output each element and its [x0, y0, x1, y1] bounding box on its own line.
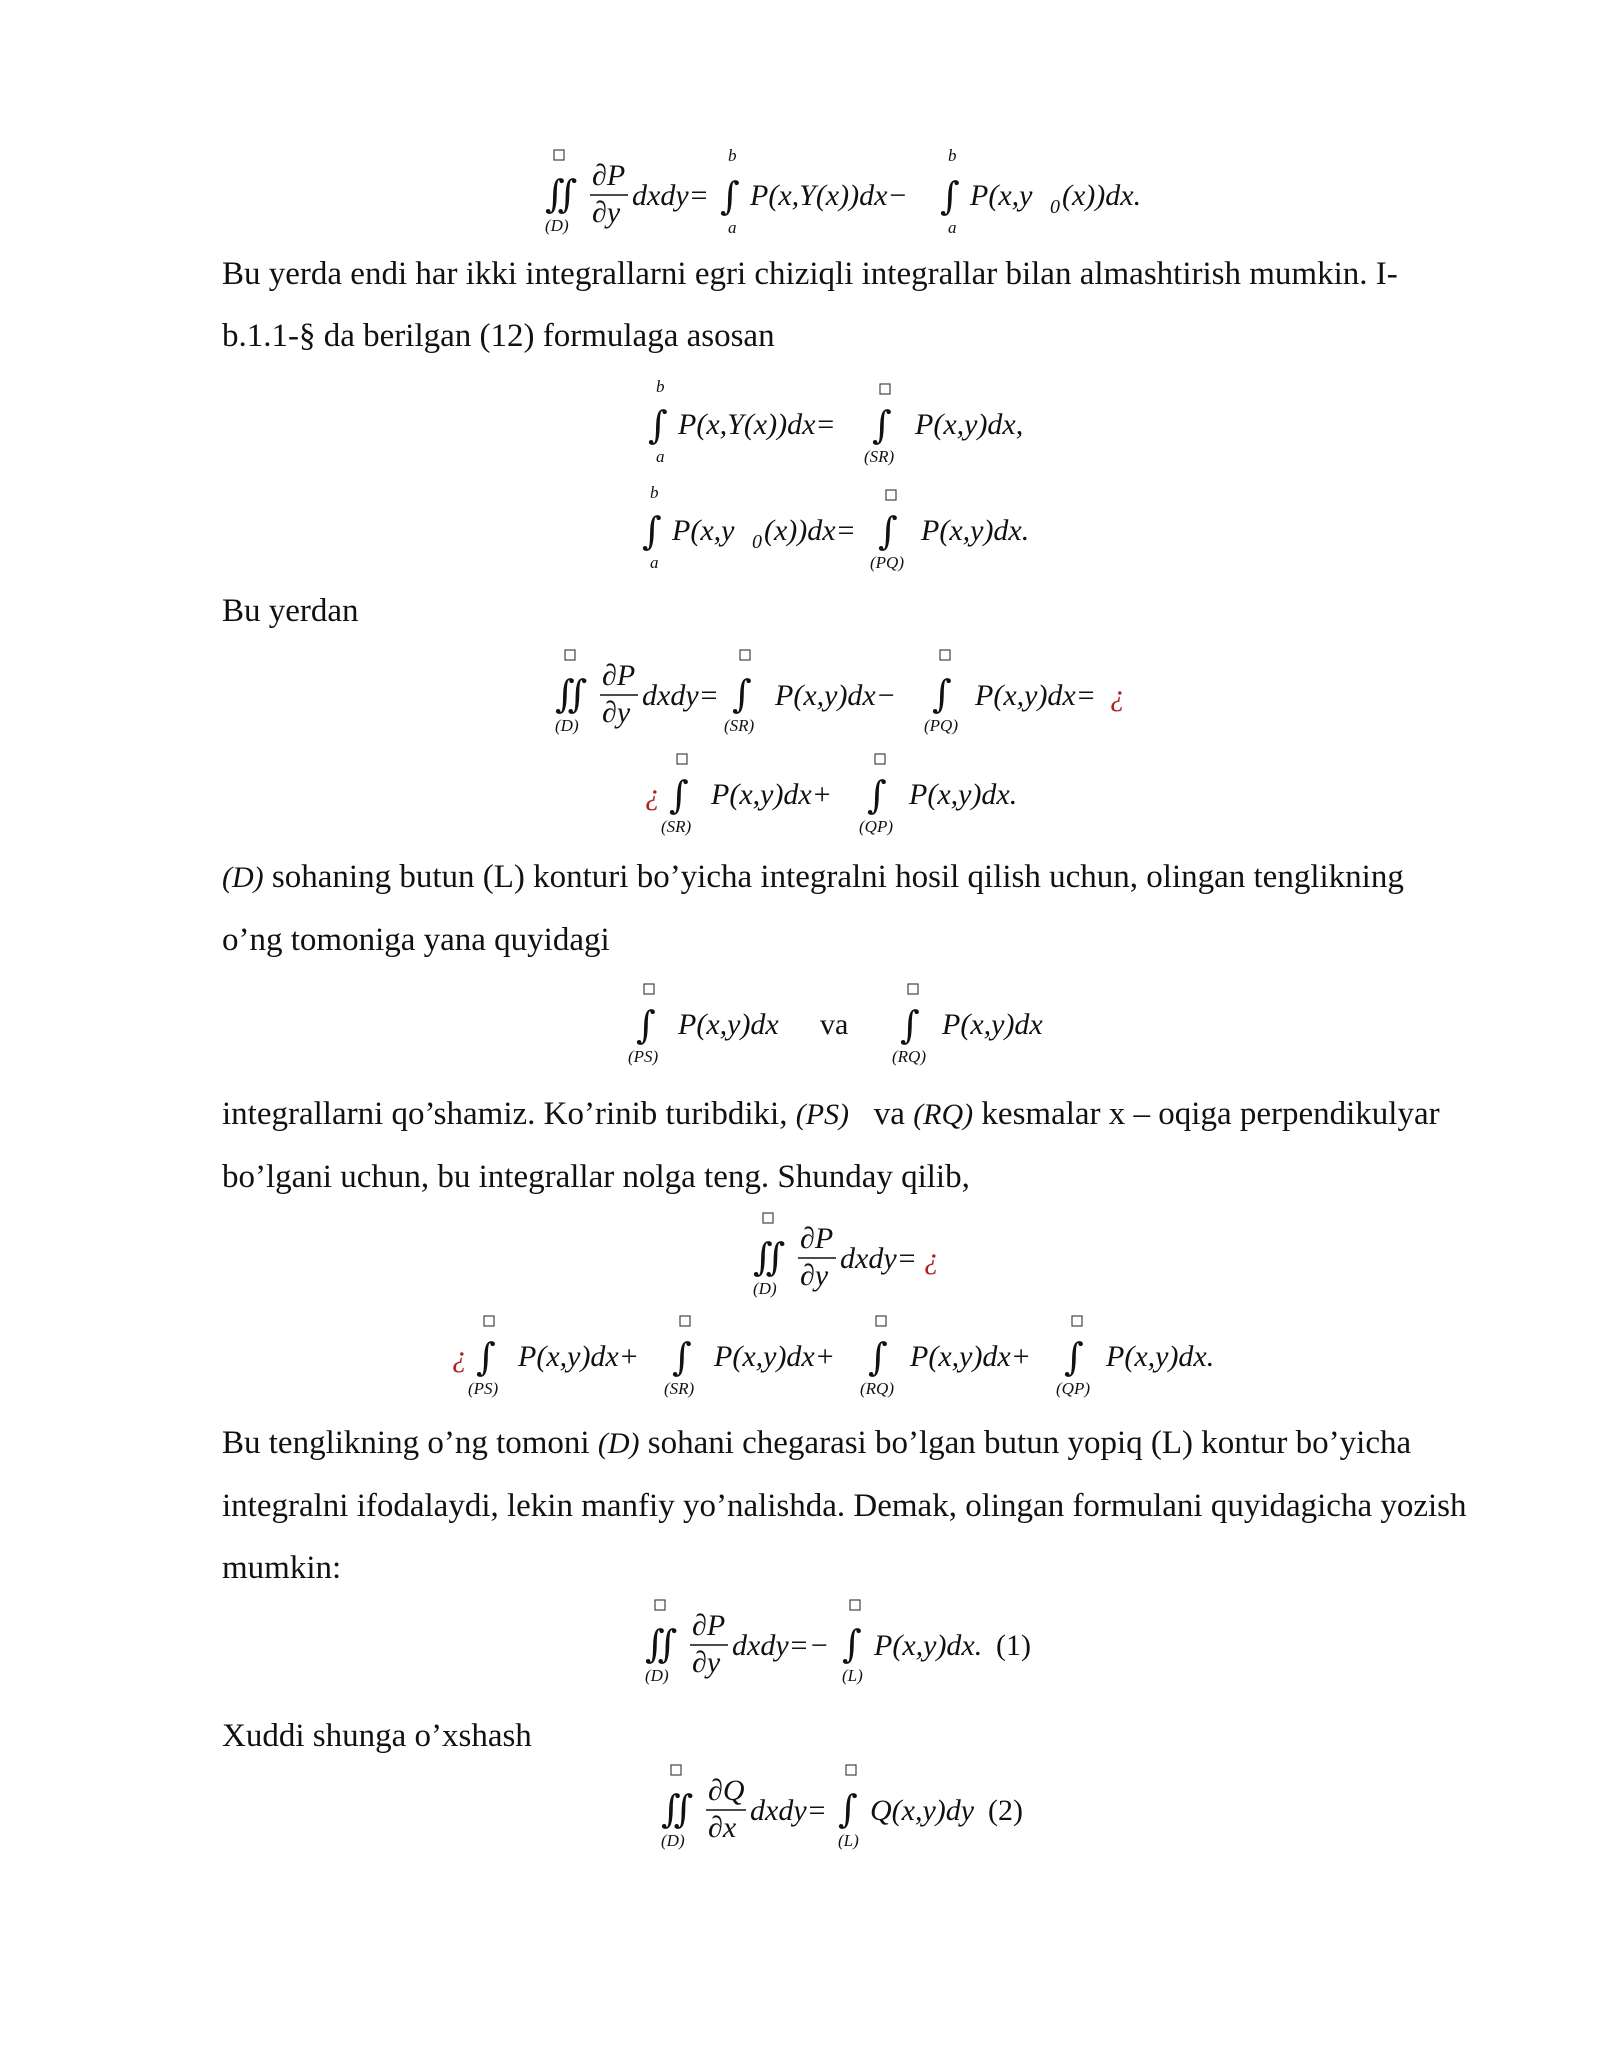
svg-text:P(x,y)dx=: P(x,y)dx= [975, 679, 1096, 712]
svg-text:∫: ∫ [940, 174, 960, 218]
formula-6 [628, 978, 1088, 1068]
svg-text:a: a [728, 218, 737, 237]
svg-text:∫: ∫ [672, 1335, 692, 1379]
svg-text:∂x: ∂x [708, 1811, 737, 1844]
svg-text:(PQ): (PQ) [924, 716, 958, 735]
svg-text:∂y: ∂y [800, 1259, 829, 1292]
svg-text:a: a [948, 218, 957, 237]
paragraph-5-text-b: sohani chegarasi bo’lgan butun yopiq (L) kontur bo’yicha integralni ifodalaydi, lekin manfiy yo’nalishda. Demak, olingan formulani quyidagicha yozish mumkin: [222, 1425, 1467, 1586]
svg-text:∫: ∫ [932, 672, 952, 716]
formula-9 [640, 1595, 1080, 1695]
paragraph-3 [222, 846, 1472, 971]
paragraph-4-text-a: integrallarni qo’shamiz. Ko’rinib turibdiki, [222, 1096, 788, 1132]
svg-text:P(x,y)dx,: P(x,y)dx, [915, 408, 1024, 441]
svg-text:(PQ): (PQ) [870, 553, 904, 572]
formula-5 [645, 748, 1065, 838]
svg-text:(D): (D) [555, 716, 579, 735]
formula-1 [540, 145, 1180, 245]
svg-text:(D): (D) [545, 216, 569, 235]
formula-4 [550, 645, 1170, 745]
svg-text:¿: ¿ [452, 1340, 467, 1373]
equation-number-2: (2) [988, 1794, 1023, 1827]
svg-text:(D): (D) [753, 1279, 777, 1298]
svg-text:∫: ∫ [720, 174, 740, 218]
svg-text:∂P: ∂P [692, 1609, 726, 1642]
inline-math-PS: (PS) [795, 1098, 850, 1131]
formula-7-svg [748, 1208, 968, 1308]
svg-text:P(x,y)dx−: P(x,y)dx− [775, 679, 896, 712]
formula-8-svg [452, 1310, 1252, 1400]
svg-text:P(x,Y(x))dx=: P(x,Y(x))dx= [678, 408, 836, 441]
inline-math-D-2: (D) [597, 1427, 640, 1460]
svg-text:∂P: ∂P [602, 659, 636, 692]
svg-text:∫: ∫ [636, 1003, 656, 1047]
paragraph-5 [222, 1412, 1472, 1599]
svg-text:∫: ∫ [868, 1335, 888, 1379]
svg-text:dxdy=−: dxdy=− [732, 1629, 830, 1662]
svg-text:(QP): (QP) [1056, 1379, 1090, 1398]
svg-text:∫: ∫ [642, 509, 662, 553]
formula-2-svg [640, 378, 1060, 468]
formula-6-svg [628, 978, 1088, 1068]
equation-number-1: (1) [996, 1629, 1031, 1662]
svg-text:dxdy=: dxdy= [750, 1794, 827, 1827]
svg-text:(D): (D) [645, 1666, 669, 1685]
svg-text:dxdy=: dxdy= [642, 679, 719, 712]
svg-text:dxdy=: dxdy= [632, 179, 709, 212]
svg-text:(SR): (SR) [724, 716, 755, 735]
formula-9-svg [640, 1595, 1080, 1695]
svg-text:b: b [728, 146, 737, 165]
svg-text:∂P: ∂P [800, 1222, 834, 1255]
paragraph-4-text-c: kesmalar x – oqiga perpendikulyar bo’lgani uchun, bu integrallar nolga teng. Shunday qilib, [222, 1096, 1440, 1195]
svg-text:∂y: ∂y [692, 1646, 721, 1679]
svg-text:0: 0 [1050, 196, 1060, 218]
svg-text:∂Q: ∂Q [708, 1774, 745, 1807]
formula-3 [634, 484, 1054, 574]
svg-text:∫: ∫ [842, 1622, 862, 1666]
svg-text:P(x,y)dx+: P(x,y)dx+ [518, 1340, 639, 1373]
svg-text:(L): (L) [838, 1831, 859, 1850]
svg-text:P(x,y)dx.: P(x,y)dx. [921, 514, 1030, 547]
svg-text:¿: ¿ [924, 1242, 939, 1275]
svg-text:∬: ∬ [545, 172, 578, 216]
svg-text:(SR): (SR) [864, 447, 895, 466]
svg-text:dxdy=: dxdy= [840, 1242, 917, 1275]
svg-text:P(x,y: P(x,y [672, 514, 735, 547]
paragraph-1: Bu yerda endi har ikki integrallarni egri chiziqli integrallar bilan almashtirish mumkin. I-b.1.1-§ da berilgan (12) formulaga asosan [222, 256, 1398, 354]
svg-text:Q(x,y)dy: Q(x,y)dy [870, 1794, 975, 1827]
formula-10 [656, 1760, 1056, 1860]
svg-text:P(x,y)dx.: P(x,y)dx. [909, 778, 1018, 811]
svg-text:∬: ∬ [661, 1787, 694, 1831]
svg-text:¿: ¿ [1110, 679, 1125, 712]
svg-text:P(x,y)dx: P(x,y)dx [678, 1008, 779, 1041]
paragraph-3-text: sohaning butun (L) konturi bo’yicha integralni hosil qilish uchun, olingan tenglikning o’ng tomoniga yana quyidagi [222, 859, 1404, 958]
formula-7 [748, 1208, 968, 1308]
svg-text:¿: ¿ [645, 778, 660, 811]
formula-2 [640, 378, 1060, 468]
svg-text:va: va [820, 1008, 849, 1041]
paragraph-4-text-b: va [873, 1096, 905, 1132]
formula-10-svg [656, 1760, 1056, 1860]
svg-text:∫: ∫ [900, 1003, 920, 1047]
svg-text:P(x,y)dx+: P(x,y)dx+ [714, 1340, 835, 1373]
inline-math-D: (D) [222, 861, 264, 894]
svg-text:P(x,y)dx: P(x,y)dx [942, 1008, 1043, 1041]
svg-text:P(x,y: P(x,y [970, 179, 1033, 212]
svg-text:∂y: ∂y [602, 696, 631, 729]
paragraph-2: Bu yerdan [222, 593, 359, 629]
paragraph-4 [222, 1083, 1472, 1208]
svg-text:∫: ∫ [1064, 1335, 1084, 1379]
svg-text:(SR): (SR) [664, 1379, 695, 1398]
svg-text:b: b [656, 377, 665, 396]
svg-text:∫: ∫ [878, 509, 898, 553]
svg-text:P(x,y)dx+: P(x,y)dx+ [910, 1340, 1031, 1373]
svg-text:a: a [656, 447, 665, 466]
svg-text:a: a [650, 553, 659, 572]
svg-text:P(x,y)dx.: P(x,y)dx. [1106, 1340, 1215, 1373]
formula-5-svg [645, 748, 1065, 838]
svg-text:(x))dx=: (x))dx= [764, 514, 856, 547]
svg-text:P(x,Y(x))dx−: P(x,Y(x))dx− [750, 179, 908, 212]
inline-math-RQ: (RQ) [913, 1098, 974, 1131]
svg-text:∫: ∫ [669, 773, 689, 817]
svg-text:∂P: ∂P [592, 159, 626, 192]
svg-text:(QP): (QP) [859, 817, 893, 836]
svg-text:(RQ): (RQ) [892, 1047, 926, 1066]
formula-8 [452, 1310, 1252, 1400]
svg-text:b: b [650, 483, 659, 502]
svg-text:∬: ∬ [753, 1235, 786, 1279]
svg-text:∫: ∫ [476, 1335, 496, 1379]
formula-4-svg [550, 645, 1170, 745]
svg-text:(PS): (PS) [628, 1047, 659, 1066]
formula-1-svg [540, 145, 1180, 245]
svg-text:∫: ∫ [867, 773, 887, 817]
svg-text:P(x,y)dx+: P(x,y)dx+ [711, 778, 832, 811]
svg-text:0: 0 [752, 531, 762, 553]
svg-text:b: b [948, 146, 957, 165]
svg-text:∫: ∫ [838, 1787, 858, 1831]
svg-text:(x))dx.: (x))dx. [1062, 179, 1142, 212]
svg-text:(D): (D) [661, 1831, 685, 1850]
svg-text:(RQ): (RQ) [860, 1379, 894, 1398]
svg-text:∫: ∫ [732, 672, 752, 716]
svg-text:∫: ∫ [872, 403, 892, 447]
svg-text:(SR): (SR) [661, 817, 692, 836]
svg-text:∬: ∬ [555, 672, 588, 716]
paragraph-6: Xuddi shunga o’xshash [222, 1718, 532, 1754]
formula-3-svg [634, 484, 1054, 574]
svg-text:P(x,y)dx.: P(x,y)dx. [874, 1629, 983, 1662]
svg-text:(L): (L) [842, 1666, 863, 1685]
svg-text:∬: ∬ [645, 1622, 678, 1666]
paragraph-5-text-a: Bu tenglikning o’ng tomoni [222, 1425, 590, 1461]
svg-text:∫: ∫ [648, 403, 668, 447]
svg-text:∂y: ∂y [592, 196, 621, 229]
svg-text:(PS): (PS) [468, 1379, 499, 1398]
